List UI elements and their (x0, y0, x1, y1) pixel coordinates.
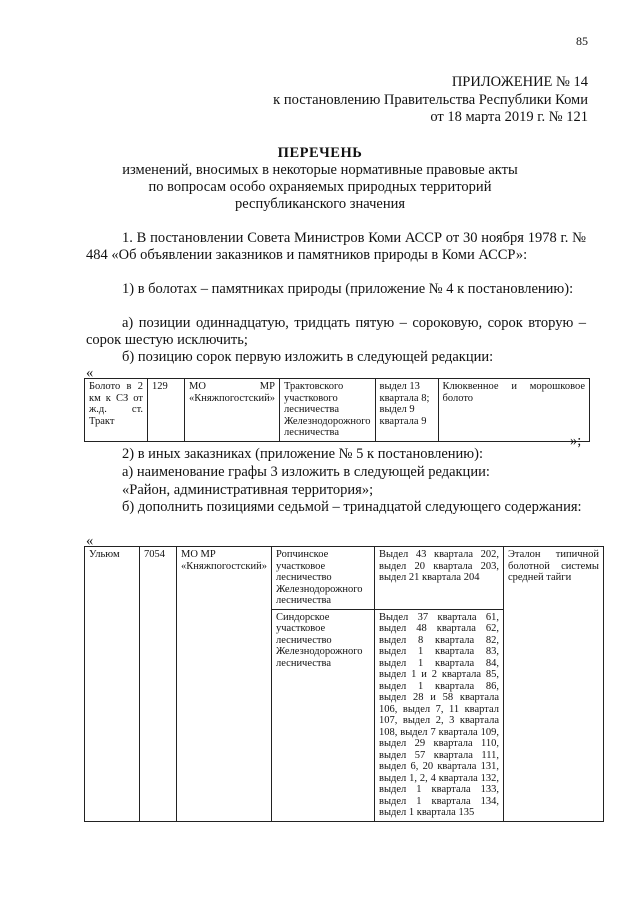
document-subtitle-line1: изменений, вносимых в некоторые нормативные правовые акты (122, 162, 518, 178)
paragraph-6: а) наименование графы 3 изложить в следующей редакции: (122, 464, 490, 480)
table-row (85, 379, 590, 442)
page-number: 85 (576, 34, 588, 48)
table-reserve-positions (84, 546, 604, 822)
cell-bog-forestry: Трактовского участкового лесничества Железнодорожного лесничества (280, 379, 376, 442)
cell-parcels-1: Выдел 43 квартала 202, выдел 20 квартала 203, выдел 21 квартала 204 (375, 547, 504, 610)
cell-bog-area: 129 (148, 379, 185, 442)
table-bog-positions (84, 378, 590, 442)
cell-forestry-1: Ропчинское участковое лесничество Железнодорожного лесничества (272, 547, 375, 610)
cell-bog-purpose: Клюквенное и морошковое болото (438, 379, 589, 442)
appendix-date: от 18 марта 2019 г. № 121 (430, 109, 588, 125)
appendix-reference: к постановлению Правительства Республики Коми (273, 92, 588, 108)
open-quote-1: « (86, 365, 94, 381)
paragraph-1: 1. В постановлении Совета Министров Коми АССР от 30 ноября 1978 г. № 484 «Об объявлении заказников и памятников природы в Коми АССР»: (86, 230, 586, 263)
paragraph-3: а) позиции одиннадцатую, тридцать пятую – сороковую, сорок вторую – сорок шестую исключить; (86, 315, 586, 348)
close-quote-1: »; (570, 433, 582, 449)
cell-reserve-purpose: Эталон типичной болотной системы средней тайги (504, 547, 604, 822)
cell-parcels-2: Выдел 37 квартала 61, выдел 48 квартала 62, выдел 8 квартала 82, выдел 1 квартала 83, выдел 1 квартала 84, выдел 1 и 2 квартала 85, выдел 1 квартала 86, выдел 28 и 58 квартала 106, выдел 7, 11 квартал 107, выдел 2, 3 квартала 108, выдел 7 квартала 109, выдел 29 квартала 110, выдел 57 квартала 111, выдел 6, 20 квартала 131, выдел 1, 2, 4 квартала 132, выдел 1 квартала 133, выдел 1 квартала 134, выдел 1 квартала 135 (375, 609, 504, 821)
paragraph-2: 1) в болотах – памятниках природы (приложение № 4 к постановлению): (122, 281, 574, 297)
appendix-title: ПРИЛОЖЕНИЕ № 14 (451, 74, 588, 90)
document-subtitle-line3: республиканского значения (234, 196, 406, 212)
document-subtitle-line2: по вопросам особо охраняемых природных территорий (148, 179, 492, 195)
cell-reserve-district: МО МР «Княжпогостский» (177, 547, 272, 822)
cell-bog-parcels: выдел 13 квартала 8; выдел 9 квартала 9 (375, 379, 438, 442)
paragraph-4: б) позицию сорок первую изложить в следующей редакции: (122, 349, 494, 365)
cell-forestry-2: Синдорское участковое лесничество Железнодорожного лесничества (272, 609, 375, 821)
open-quote-2: « (86, 533, 94, 549)
document-title: ПЕРЕЧЕНЬ (277, 145, 363, 161)
cell-bog-district: МО МР «Княжпогостский» (185, 379, 280, 442)
paragraph-5: 2) в иных заказниках (приложение № 5 к постановлению): (122, 446, 483, 462)
table-row (85, 547, 604, 610)
paragraph-8: б) дополнить позициями седьмой – тринадцатой следующего содержания: (122, 499, 582, 515)
cell-reserve-area: 7054 (140, 547, 177, 822)
paragraph-7: «Район, административная территория»; (122, 482, 374, 498)
cell-bog-name: Болото в 2 км к СЗ от ж.д. ст. Тракт (85, 379, 148, 442)
cell-reserve-name: Ульюм (85, 547, 140, 822)
